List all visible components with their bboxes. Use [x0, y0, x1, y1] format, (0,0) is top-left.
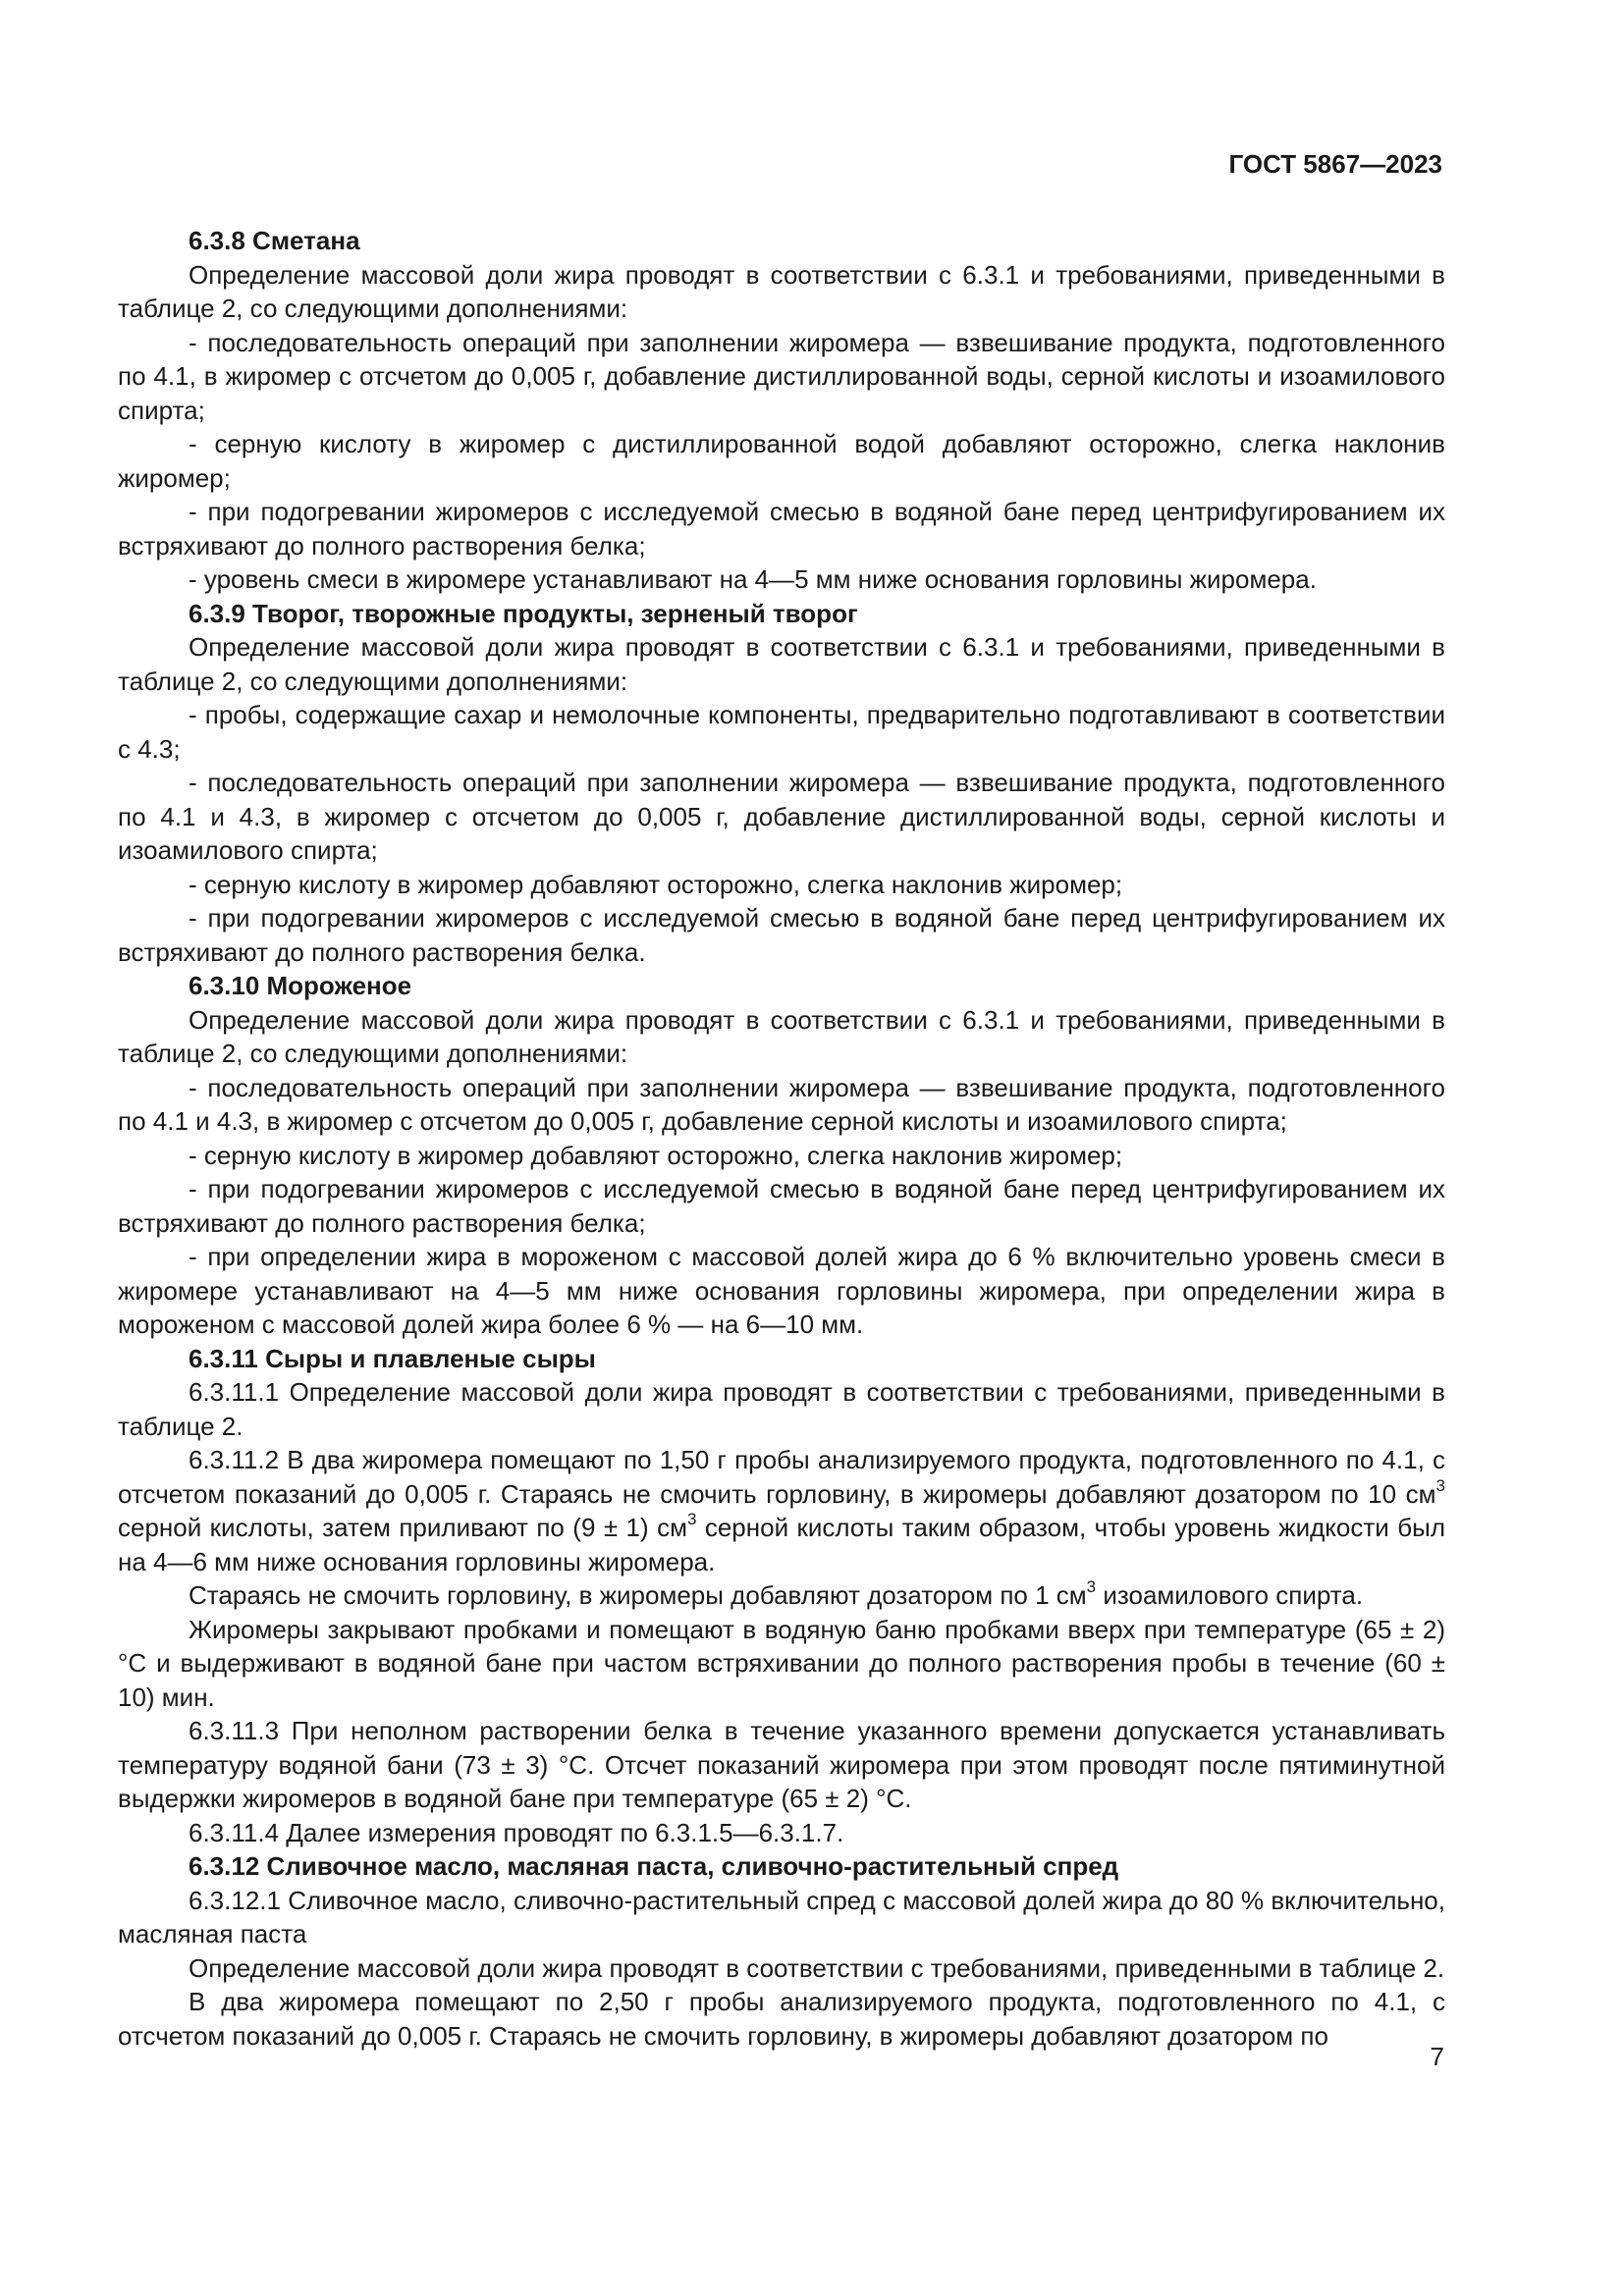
text-run: серной кислоты таким образом, чтобы уровень жидкости был на 4—6 мм ниже основания горловины жиромера.: [118, 1513, 1445, 1576]
list-item: - серную кислоту в жиромер с дистиллированной водой добавляют осторожно, слегка наклонив жиромер;: [118, 429, 1445, 493]
list-item: - серную кислоту в жиромер добавляют осторожно, слегка наклонив жиромер;: [189, 1140, 1123, 1170]
list-item: - последовательность операций при заполнении жиромера — взвешивание продукта, подготовленного по 4.1, в жиромер с отсчетом до 0,005 г, добавление дистиллированной воды, серной кислоты и изоамилового спирта;: [118, 327, 1445, 425]
list-item: - при подогревании жиромеров с исследуемой смесью в водяной бане перед центрифугированием их встряхивают до полного растворения белка;: [118, 497, 1445, 561]
paragraph: [118, 1443, 1445, 1578]
text-run: серной кислоты, затем приливают по (9 ± 1) см: [118, 1513, 687, 1542]
list-item: - при подогревании жиромеров с исследуемой смесью в водяной бане перед центрифугированием их встряхивают до полного растворения белка.: [118, 903, 1445, 967]
superscript: 3: [1435, 1475, 1445, 1495]
list-item: - серную кислоту в жиромер добавляют осторожно, слегка наклонив жиромер;: [189, 869, 1123, 899]
superscript: 3: [1086, 1577, 1097, 1597]
paragraph: Определение массовой доли жира проводят в соответствии с 6.3.1 и требованиями, приведенными в таблице 2, со следующими дополнениями:: [118, 1004, 1445, 1068]
paragraph: 6.3.11.1 Определение массовой доли жира проводят в соответствии с требованиями, приведенными в таблице 2.: [118, 1377, 1445, 1441]
superscript: 3: [686, 1510, 697, 1529]
paragraph: 6.3.11.4 Далее измерения проводят по 6.3.1.5—6.3.1.7.: [189, 1817, 844, 1847]
list-item: - последовательность операций при заполнении жиромера — взвешивание продукта, подготовленного по 4.1 и 4.3, в жиромер с отсчетом до 0,005 г, добавление серной кислоты и изоамилового спирта;: [118, 1072, 1445, 1136]
document-code: ГОСТ 5867—2023: [1228, 149, 1442, 179]
list-item: - последовательность операций при заполнении жиромера — взвешивание продукта, подготовленного по 4.1 и 4.3, в жиромер с отсчетом до 0,005 г, добавление дистиллированной воды, серной кислоты и изоамилового спирта;: [118, 768, 1445, 865]
paragraph: Жиромеры закрывают пробками и помещают в водяную баню пробками вверх при температуре (65 ± 2) °С и выдерживают в водяной бане при частом встряхивании до полного растворения пробы в течение (60 ± 10) мин.: [118, 1614, 1445, 1712]
list-item: - при определении жира в мороженом с массовой долей жира до 6 % включительно уровень смеси в жиромере устанавливают на 4—5 мм ниже основания горловины жиромера, при определении жира в мороженом с массовой долей жира более 6 % — на 6—10 мм.: [118, 1242, 1445, 1339]
paragraph: В два жиромера помещают по 2,50 г пробы анализируемого продукта, подготовленного по 4.1, с отсчетом показаний до 0,005 г. Стараясь не смочить горловину, в жиромеры добавляют дозатором по: [118, 1987, 1445, 2051]
page-content: [118, 224, 1445, 2053]
paragraph: 6.3.12.1 Сливочное масло, сливочно-растительный спред с массовой долей жира до 80 % включительно, масляная паста: [118, 1885, 1445, 1949]
section-6-3-9-title: 6.3.9 Творог, творожные продукты, зерненый творог: [189, 598, 858, 628]
list-item: - при подогревании жиромеров с исследуемой смесью в водяной бане перед центрифугированием их встряхивают до полного растворения белка;: [118, 1174, 1445, 1238]
paragraph: Определение массовой доли жира проводят в соответствии с требованиями, приведенными в таблице 2.: [189, 1952, 1445, 1983]
section-6-3-12-title: 6.3.12 Сливочное масло, масляная паста, сливочно-растительный спред: [189, 1851, 1119, 1881]
list-item: - уровень смеси в жиромере устанавливают на 4—5 мм ниже основания горловины жиромера.: [189, 564, 1317, 594]
paragraph: Определение массовой доли жира проводят в соответствии с 6.3.1 и требованиями, приведенными в таблице 2, со следующими дополнениями:: [118, 632, 1445, 696]
paragraph: Определение массовой доли жира проводят в соответствии с 6.3.1 и требованиями, приведенными в таблице 2, со следующими дополнениями:: [118, 259, 1445, 323]
list-item: - пробы, содержащие сахар и немолочные компоненты, предварительно подготавливают в соответствии с 4.3;: [118, 700, 1445, 764]
paragraph: 6.3.11.3 При неполном растворении белка в течение указанного времени допускается устанавливать температуру водяной бани (73 ± 3) °С. Отсчет показаний жиромера при этом проводят после пятиминутной выдержки жиромеров в водяной бане при температуре (65 ± 2) °С.: [118, 1716, 1445, 1813]
section-6-3-10-title: 6.3.10 Мороженое: [189, 971, 412, 1000]
text-run: изоамилового спирта.: [1096, 1580, 1364, 1610]
page-number: 7: [1430, 2042, 1444, 2071]
text-run: 6.3.11.2 В два жиромера помещают по 1,50 г пробы анализируемого продукта, подготовленного по 4.1, с отсчетом показаний до 0,005 г. Стараясь не смочить горловину, в жиромеры добавляют дозатором по 10 см: [118, 1445, 1445, 1509]
paragraph: [118, 1578, 1445, 1613]
section-6-3-8-title: 6.3.8 Сметана: [189, 226, 360, 255]
text-run: Стараясь не смочить горловину, в жиромеры добавляют дозатором по 1 см: [189, 1580, 1087, 1610]
section-6-3-11-title: 6.3.11 Сыры и плавленые сыры: [189, 1343, 596, 1373]
